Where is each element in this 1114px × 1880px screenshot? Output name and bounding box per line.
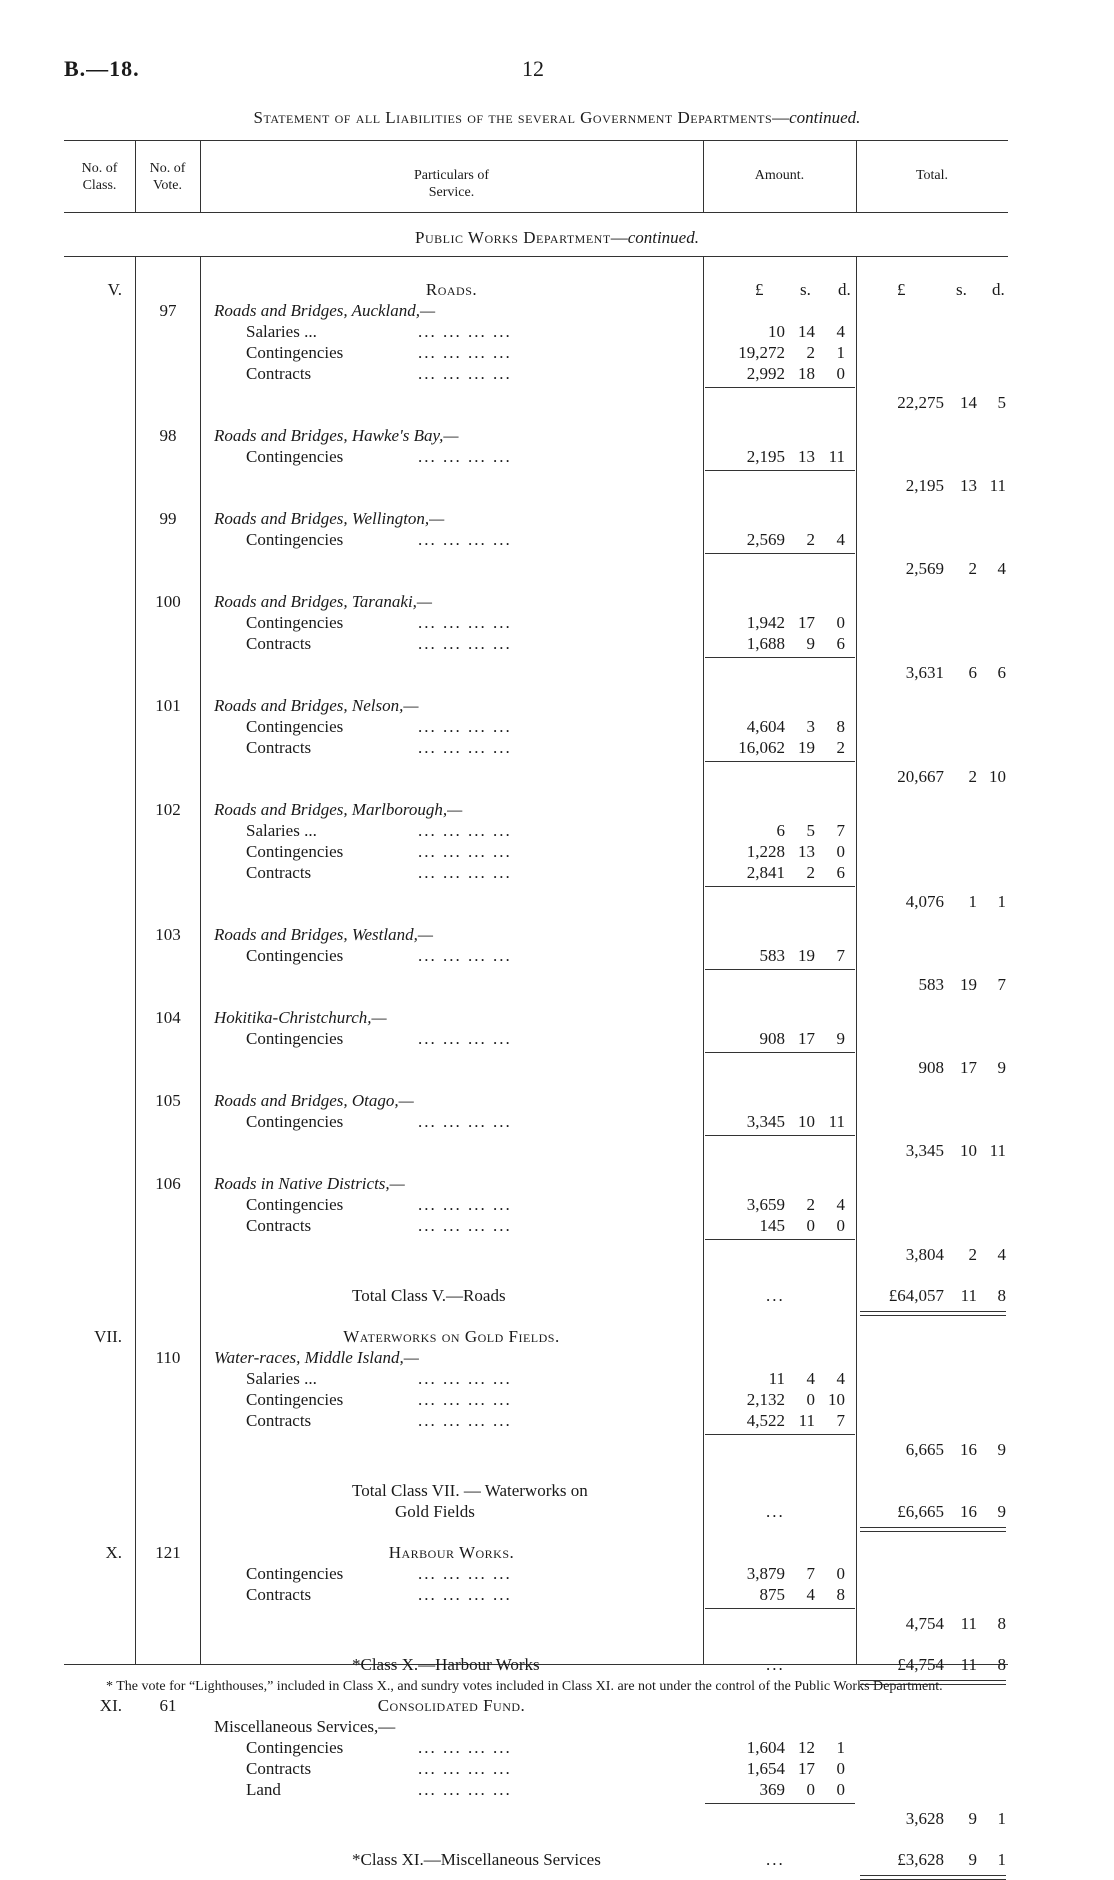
service-title: Roads and Bridges, Hawke's Bay,— (214, 426, 459, 445)
item-amount-pence: 11 (828, 447, 845, 466)
vote-total-pounds: 3,631 (905, 663, 944, 682)
item-amount-pence: 0 (836, 1216, 845, 1235)
item-amount-pence: 0 (836, 1564, 845, 1583)
section-rule (64, 256, 1008, 257)
item-amount-shillings: 17 (798, 613, 815, 632)
item-amount-shillings: 17 (798, 1759, 815, 1778)
vote-total-pounds: 20,667 (897, 767, 944, 786)
service-item: Contracts (246, 863, 312, 882)
vote-total-pence: 5 (997, 393, 1006, 412)
item-amount-pounds: 1,228 (746, 842, 785, 861)
amount-subtotal-rule (705, 1608, 855, 1609)
item-amount-pounds: 1,654 (746, 1759, 785, 1778)
item-amount-pounds: 3,659 (746, 1195, 785, 1214)
item-amount-pounds: 908 (759, 1029, 785, 1048)
vote-total-pence: 6 (997, 663, 1006, 682)
item-amount-shillings: 13 (798, 447, 815, 466)
service-item: Contingencies (246, 842, 344, 861)
service-item: Contracts (246, 1411, 312, 1430)
service-title: Roads and Bridges, Taranaki,— (214, 592, 433, 611)
item-amount-pence: 4 (836, 322, 845, 341)
vote-number: 110 (155, 1348, 181, 1367)
vote-number: 106 (155, 1174, 181, 1193)
leader-dots: ... ... ... ... (418, 1112, 512, 1131)
vote-number: 103 (155, 925, 181, 944)
title-dash: — (772, 108, 790, 127)
item-amount-shillings: 9 (806, 634, 815, 653)
item-amount-pence: 11 (828, 1112, 845, 1131)
class-number: X. (105, 1543, 122, 1562)
vote-total-pence: 8 (997, 1614, 1006, 1633)
vote-number: 121 (155, 1543, 181, 1562)
leader-dots: ... ... ... ... (418, 1369, 512, 1388)
vote-total-shillings: 2 (968, 559, 977, 578)
service-item: Contracts (246, 634, 312, 653)
vote-total-pounds: 3,345 (905, 1141, 944, 1160)
footnote: * The vote for “Lighthouses,” included in Class X., and sundry votes included in Class XI. are not under the control of the Public Works Department. (106, 1679, 943, 1694)
item-amount-pence: 0 (836, 613, 845, 632)
item-amount-pounds: 369 (759, 1780, 785, 1799)
item-amount-shillings: 14 (798, 322, 815, 341)
leader-dots: ... ... ... ... (418, 1759, 512, 1778)
leader-dots: ... (766, 1286, 785, 1305)
leader-dots: ... ... ... ... (418, 1390, 512, 1409)
item-amount-shillings: 11 (798, 1411, 815, 1430)
item-amount-shillings: 0 (806, 1216, 815, 1235)
item-amount-pence: 7 (836, 821, 845, 840)
class-total-shillings: 11 (960, 1655, 977, 1674)
service-item: Contracts (246, 1759, 312, 1778)
class-total-pence: 9 (997, 1502, 1006, 1521)
class-total-shillings: 16 (960, 1502, 977, 1521)
vote-total-pounds: 2,195 (905, 476, 944, 495)
vote-total-shillings: 17 (960, 1058, 977, 1077)
vote-total-pence: 11 (989, 1141, 1006, 1160)
amount-subtotal-rule (705, 1135, 855, 1136)
vote-total-pence: 9 (997, 1440, 1006, 1459)
section-dash: — (610, 228, 628, 247)
particulars-amount-rule (703, 256, 704, 1664)
vote-total-pence: 10 (989, 767, 1006, 786)
service-item: Contracts (246, 364, 312, 383)
item-amount-pounds: 1,604 (746, 1738, 785, 1757)
item-amount-pence: 8 (836, 717, 845, 736)
class-number: XI. (99, 1696, 122, 1715)
amount-currency-pounds: £ (755, 280, 764, 299)
class-total-pounds: £3,628 (897, 1850, 944, 1869)
vote-number: 101 (155, 696, 181, 715)
service-title: Roads and Bridges, Otago,— (214, 1091, 414, 1110)
vote-total-shillings: 1 (968, 892, 977, 911)
item-amount-pounds: 19,272 (738, 343, 785, 362)
class-number: V. (107, 280, 122, 299)
service-item: Contingencies (246, 1029, 344, 1048)
vote-total-shillings: 6 (968, 663, 977, 682)
service-item: Salaries ... (246, 322, 317, 341)
amount-subtotal-rule (705, 657, 855, 658)
amount-subtotal-rule (705, 1052, 855, 1053)
vote-number: 102 (155, 800, 181, 819)
item-amount-pence: 0 (836, 364, 845, 383)
item-amount-shillings: 4 (806, 1369, 815, 1388)
leader-dots: ... ... ... ... (418, 364, 512, 383)
title-continued: continued. (789, 108, 861, 127)
item-amount-shillings: 17 (798, 1029, 815, 1048)
header-bottom-rule (64, 212, 1008, 213)
leader-dots: ... ... ... ... (418, 322, 512, 341)
service-title: Roads in Native Districts,— (214, 1174, 405, 1193)
service-item: Contingencies (246, 1390, 344, 1409)
amount-currency-shillings: s. (800, 280, 811, 299)
item-amount-shillings: 19 (798, 738, 815, 757)
leader-dots: ... (766, 1850, 785, 1869)
leader-dots: ... ... ... ... (418, 1780, 512, 1799)
service-item: Contracts (246, 1585, 312, 1604)
class-heading: Waterworks on Gold Fields. (343, 1327, 560, 1346)
class-total-pounds: £64,057 (888, 1286, 944, 1305)
leader-dots: ... (766, 1502, 785, 1521)
service-title: Hokitika-Christchurch,— (214, 1008, 387, 1027)
item-amount-pence: 10 (828, 1390, 845, 1409)
item-amount-shillings: 3 (806, 717, 815, 736)
leader-dots: ... ... ... ... (418, 613, 512, 632)
amount-subtotal-rule (705, 761, 855, 762)
header-top-rule (64, 140, 1008, 141)
vote-total-pence: 4 (997, 559, 1006, 578)
leader-dots: ... ... ... ... (418, 717, 512, 736)
column-total: Total. (915, 168, 949, 183)
leader-dots: ... ... ... ... (418, 1029, 512, 1048)
item-amount-pence: 0 (836, 842, 845, 861)
leader-dots: ... ... ... ... (418, 1216, 512, 1235)
vote-particulars-rule (200, 256, 201, 1664)
service-title: Roads and Bridges, Nelson,— (214, 696, 419, 715)
vote-total-shillings: 2 (968, 1245, 977, 1264)
vote-number: 61 (159, 1696, 177, 1715)
vote-total-pounds: 3,628 (905, 1809, 944, 1828)
vote-total-shillings: 19 (960, 975, 977, 994)
leader-dots: ... (766, 1655, 785, 1674)
item-amount-shillings: 5 (806, 821, 815, 840)
service-item: Contingencies (246, 613, 344, 632)
item-amount-pence: 2 (836, 738, 845, 757)
class-vote-rule (135, 256, 136, 1664)
item-amount-pounds: 4,604 (746, 717, 785, 736)
amount-subtotal-rule (705, 1803, 855, 1804)
item-amount-pence: 7 (836, 1411, 845, 1430)
item-amount-pounds: 16,062 (738, 738, 785, 757)
leader-dots: ... ... ... ... (418, 863, 512, 882)
total-currency-pence: d. (992, 280, 1005, 299)
amount-subtotal-rule (705, 886, 855, 887)
service-item: Contingencies (246, 717, 344, 736)
service-item: Contracts (246, 1216, 312, 1235)
service-item: Contingencies (246, 447, 344, 466)
vote-number: 98 (159, 426, 177, 445)
item-amount-shillings: 4 (806, 1585, 815, 1604)
item-amount-pounds: 3,345 (746, 1112, 785, 1131)
service-item: Salaries ... (246, 821, 317, 840)
item-amount-pounds: 2,132 (746, 1390, 785, 1409)
amount-subtotal-rule (705, 1434, 855, 1435)
section-heading (0, 228, 1114, 248)
item-amount-shillings: 0 (806, 1390, 815, 1409)
section-main: Public Works Department (415, 228, 611, 247)
amount-subtotal-rule (705, 387, 855, 388)
class-total-pounds: £4,754 (897, 1655, 944, 1674)
leader-dots: ... ... ... ... (418, 1195, 512, 1214)
class-total-double-rule (860, 1311, 1006, 1316)
item-amount-shillings: 2 (806, 530, 815, 549)
vote-total-pounds: 6,665 (905, 1440, 944, 1459)
service-title: Water-races, Middle Island,— (214, 1348, 419, 1367)
vote-total-pence: 4 (997, 1245, 1006, 1264)
column-class: No. of Class. (81, 161, 118, 193)
vote-total-shillings: 16 (960, 1440, 977, 1459)
item-amount-shillings: 12 (798, 1738, 815, 1757)
leader-dots: ... ... ... ... (418, 821, 512, 840)
service-title: Roads and Bridges, Westland,— (214, 925, 433, 944)
item-amount-pounds: 583 (759, 946, 785, 965)
vote-total-pounds: 2,569 (905, 559, 944, 578)
item-amount-pounds: 875 (759, 1585, 785, 1604)
class-total-shillings: 9 (968, 1850, 977, 1869)
vote-number: 105 (155, 1091, 181, 1110)
amount-subtotal-rule (705, 1239, 855, 1240)
item-amount-pence: 6 (836, 634, 845, 653)
vote-total-pence: 11 (989, 476, 1006, 495)
total-currency-pounds: £ (897, 280, 906, 299)
leader-dots: ... ... ... ... (418, 842, 512, 861)
vote-total-shillings: 13 (960, 476, 977, 495)
service-item: Contingencies (246, 1738, 344, 1757)
leader-dots: ... ... ... ... (418, 738, 512, 757)
item-amount-shillings: 2 (806, 343, 815, 362)
item-amount-pounds: 3,879 (746, 1564, 785, 1583)
item-amount-pence: 0 (836, 1780, 845, 1799)
class-total-label: *Class X.—Harbour Works (352, 1655, 540, 1674)
vote-total-shillings: 14 (960, 393, 977, 412)
item-amount-pounds: 145 (759, 1216, 785, 1235)
column-amount: Amount. (754, 168, 805, 183)
item-amount-shillings: 10 (798, 1112, 815, 1131)
class-total-double-rule (860, 1875, 1006, 1880)
service-item: Contingencies (246, 946, 344, 965)
service-item: Contingencies (246, 343, 344, 362)
class-total-pence: 1 (997, 1850, 1006, 1869)
class-total-pence: 8 (997, 1286, 1006, 1305)
title-main: Statement of all Liabilities of the several Government Departments (253, 108, 773, 127)
class-heading: Roads. (425, 280, 478, 299)
class-total-label: Total Class V.—Roads (352, 1286, 506, 1305)
item-amount-pence: 6 (836, 863, 845, 882)
item-amount-pounds: 2,992 (746, 364, 785, 383)
item-amount-pounds: 1,688 (746, 634, 785, 653)
item-amount-pounds: 2,569 (746, 530, 785, 549)
total-currency-shillings: s. (956, 280, 967, 299)
service-item: Contingencies (246, 530, 344, 549)
item-amount-pence: 9 (836, 1029, 845, 1048)
item-amount-shillings: 13 (798, 842, 815, 861)
service-title: Roads and Bridges, Auckland,— (214, 301, 436, 320)
item-amount-pence: 1 (836, 1738, 845, 1757)
item-amount-pounds: 1,942 (746, 613, 785, 632)
vote-number: 104 (155, 1008, 181, 1027)
amount-subtotal-rule (705, 470, 855, 471)
vote-total-pounds: 3,804 (905, 1245, 944, 1264)
amount-subtotal-rule (705, 969, 855, 970)
class-heading: Consolidated Fund. (377, 1696, 526, 1715)
column-particulars: Particulars of Service. (413, 168, 490, 200)
item-amount-pounds: 2,841 (746, 863, 785, 882)
service-title: Roads and Bridges, Marlborough,— (214, 800, 463, 819)
amount-subtotal-rule (705, 553, 855, 554)
vote-total-shillings: 2 (968, 767, 977, 786)
item-amount-pounds: 10 (768, 322, 785, 341)
vote-total-shillings: 9 (968, 1809, 977, 1828)
vote-number: 97 (159, 301, 177, 320)
class-total-pence: 8 (997, 1655, 1006, 1674)
class-total-label: Total Class VII. — Waterworks on (352, 1481, 588, 1500)
class-total-pounds: £6,665 (897, 1502, 944, 1521)
vote-total-pence: 9 (997, 1058, 1006, 1077)
service-item: Contracts (246, 738, 312, 757)
item-amount-shillings: 19 (798, 946, 815, 965)
vote-number: 99 (159, 509, 177, 528)
leader-dots: ... ... ... ... (418, 447, 512, 466)
page-title (0, 108, 1114, 128)
item-amount-pounds: 2,195 (746, 447, 785, 466)
leader-dots: ... ... ... ... (418, 1411, 512, 1430)
item-amount-pounds: 4,522 (746, 1411, 785, 1430)
leader-dots: ... ... ... ... (418, 343, 512, 362)
vote-total-pence: 1 (997, 892, 1006, 911)
vote-total-pence: 7 (997, 975, 1006, 994)
leader-dots: ... ... ... ... (418, 946, 512, 965)
class-number: VII. (94, 1327, 122, 1346)
item-amount-pence: 7 (836, 946, 845, 965)
item-amount-shillings: 7 (806, 1564, 815, 1583)
leader-dots: ... ... ... ... (418, 1564, 512, 1583)
service-item: Contingencies (246, 1112, 344, 1131)
column-vote: No. of Vote. (149, 161, 186, 193)
amount-total-rule (856, 256, 857, 1664)
service-title: Roads and Bridges, Wellington,— (214, 509, 445, 528)
vote-total-pounds: 583 (918, 975, 944, 994)
vote-total-pounds: 22,275 (897, 393, 944, 412)
section-continued: continued. (627, 228, 699, 247)
leader-dots: ... ... ... ... (418, 530, 512, 549)
class-total-label: *Class XI.—Miscellaneous Services (352, 1850, 601, 1869)
leader-dots: ... ... ... ... (418, 1585, 512, 1604)
vote-total-pounds: 908 (918, 1058, 944, 1077)
vote-total-pounds: 4,076 (905, 892, 944, 911)
page-number: 12 (522, 56, 544, 81)
vote-total-pounds: 4,754 (905, 1614, 944, 1633)
class-total-double-rule (860, 1527, 1006, 1532)
class-total-shillings: 11 (960, 1286, 977, 1305)
item-amount-shillings: 2 (806, 1195, 815, 1214)
item-amount-pence: 4 (836, 1369, 845, 1388)
vote-total-shillings: 10 (960, 1141, 977, 1160)
item-amount-pence: 8 (836, 1585, 845, 1604)
item-amount-pounds: 11 (768, 1369, 785, 1388)
service-item: Land (246, 1780, 281, 1799)
service-item: Salaries ... (246, 1369, 317, 1388)
service-item: Contingencies (246, 1195, 344, 1214)
service-title: Miscellaneous Services,— (214, 1717, 396, 1736)
amount-currency-pence: d. (838, 280, 851, 299)
item-amount-pence: 4 (836, 530, 845, 549)
leader-dots: ... ... ... ... (418, 634, 512, 653)
item-amount-pence: 1 (836, 343, 845, 362)
vote-total-shillings: 11 (960, 1614, 977, 1633)
item-amount-pounds: 6 (776, 821, 785, 840)
service-item: Contingencies (246, 1564, 344, 1583)
class-total-label-cont: Gold Fields (395, 1502, 475, 1521)
item-amount-pence: 0 (836, 1759, 845, 1778)
item-amount-shillings: 2 (806, 863, 815, 882)
item-amount-pence: 4 (836, 1195, 845, 1214)
document-reference: B.—18. (64, 56, 140, 81)
item-amount-shillings: 0 (806, 1780, 815, 1799)
vote-total-pence: 1 (997, 1809, 1006, 1828)
vote-number: 100 (155, 592, 181, 611)
item-amount-shillings: 18 (798, 364, 815, 383)
leader-dots: ... ... ... ... (418, 1738, 512, 1757)
class-heading: Harbour Works. (388, 1543, 515, 1562)
